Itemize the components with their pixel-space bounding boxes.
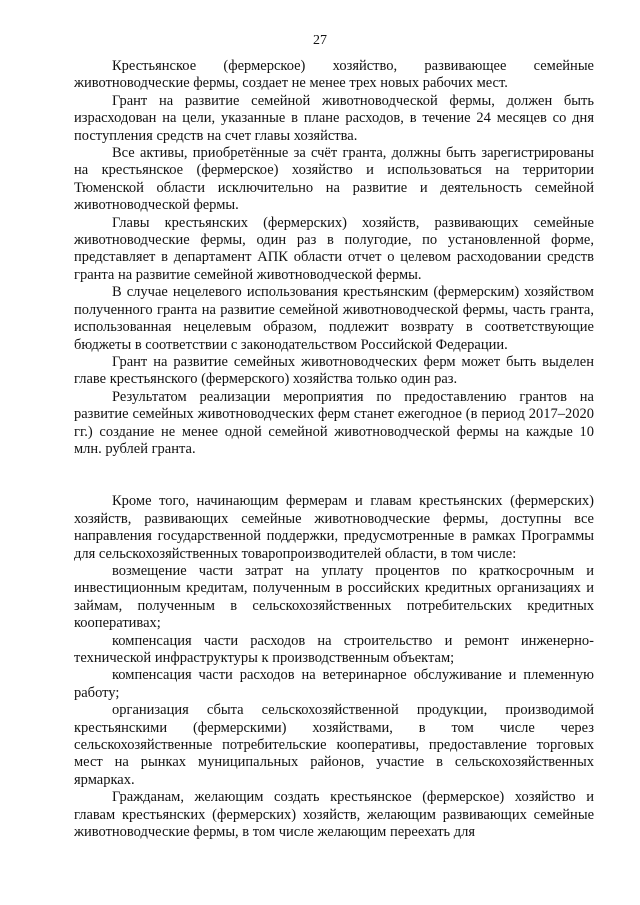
- paragraph: Грант на развитие семейной животноводческой фермы, должен быть израсходован на цели, указанные в плане расходов, в течение 24 месяцев со дня поступления средств на счет главы хозяйства.: [74, 92, 594, 144]
- paragraph: В случае нецелевого использования крестьянским (фермерским) хозяйством полученного гранта на развитие семейной животноводческой фермы, часть гранта, использованная нецелевым образом, подлежит возврату в соответствующие бюджеты в соответствии с законодательством Российской Федерации.: [74, 284, 594, 353]
- paragraph: Грант на развитие семейных животноводческих ферм может быть выделен главе крестьянского (фермерского) хозяйства только один раз.: [74, 353, 594, 388]
- list-item: компенсация части расходов на строительство и ремонт инженерно-технической инфраструктуры к производственным объектам;: [74, 632, 594, 666]
- section-gap: [74, 458, 594, 493]
- paragraph: Главы крестьянских (фермерских) хозяйств, развивающих семейные животноводческие фермы, один раз в полугодие, по установленной форме, представляет в департамент АПК области отчет о целевом расходовании средств гранта на развитие семейной животноводческой фермы.: [74, 214, 594, 283]
- paragraph: Кроме того, начинающим фермерам и главам крестьянских (фермерских) хозяйств, развивающих семейные животноводческие фермы, доступны все направления государственной поддержки, предусмотренные в рамках Программы для сельскохозяйственных товаропроизводителей области, в том числе:: [74, 493, 594, 562]
- page-number: 27: [313, 33, 327, 48]
- paragraph: Крестьянское (фермерское) хозяйство, развивающее семейные животноводческие фермы, создает не менее трех новых рабочих мест.: [74, 58, 594, 92]
- paragraph: Все активы, приобретённые за счёт гранта, должны быть зарегистрированы на крестьянское (фермерское) хозяйство и использоваться на территории Тюменской области исключительно на развитие и деятельность семейной животноводческой фермы.: [74, 145, 594, 214]
- document-body: [74, 58, 594, 841]
- paragraph: Гражданам, желающим создать крестьянское (фермерское) хозяйство и главам крестьянских (фермерских) хозяйств, желающим развивающих семейные животноводческие фермы, в том числе желающим переехать для: [74, 789, 594, 841]
- list-item: возмещение части затрат на уплату процентов по краткосрочным и инвестиционным кредитам, полученным в российских кредитных организациях и займам, полученным в сельскохозяйственных потребительских кредитных кооперативах;: [74, 562, 594, 632]
- list-item: компенсация части расходов на ветеринарное обслуживание и племенную работу;: [74, 667, 594, 701]
- list-item: организация сбыта сельскохозяйственной продукции, производимой крестьянскими (фермерскими) хозяйствами, в том числе через сельскохозяйственные потребительские кооперативы, предоставление торговых мест на рынках муниципальных районов, участие в сельскохозяйственных ярмарках.: [74, 702, 594, 788]
- paragraph: Результатом реализации мероприятия по предоставлению грантов на развитие семейных животноводческих ферм станет ежегодное (в период 2017–2020 гг.) создание не менее одной семейной животноводческой фермы на каждые 10 млн. рублей гранта.: [74, 388, 594, 457]
